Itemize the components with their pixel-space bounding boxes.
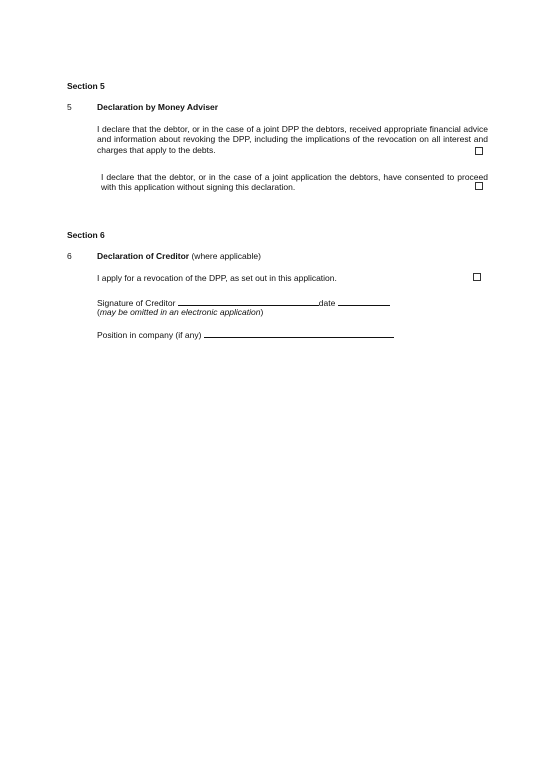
section-6-heading — [97, 251, 261, 261]
money-adviser-declaration-1: I declare that the debtor, or in the case of a joint DPP the debtors, received appropriate financial advice and information about revoking the DPP, including the implications of the revocation on all interest and charges that apply to the debts. — [97, 124, 488, 155]
section-6-heading-rest: (where applicable) — [189, 251, 261, 261]
section-6-title: Section 6 — [67, 230, 105, 240]
section-5-heading — [97, 102, 218, 112]
section-5-number: 5 — [67, 102, 72, 112]
omit-note-row — [97, 307, 263, 317]
section-6-heading-bold: Declaration of Creditor — [97, 251, 190, 261]
section-5-title: Section 5 — [67, 81, 105, 91]
omit-note-close: ) — [260, 307, 264, 317]
declaration-2-checkbox[interactable] — [475, 182, 483, 190]
signature-label: Signature of Creditor — [97, 298, 178, 308]
apply-revocation-text: I apply for a revocation of the DPP, as set out in this application. — [97, 273, 337, 283]
omit-note: may be omitted in an electronic application — [99, 307, 261, 317]
section-6-number: 6 — [67, 251, 72, 261]
section-5-heading-text: Declaration by Money Adviser — [97, 102, 219, 112]
omit-note-open: ( — [97, 307, 100, 317]
date-field[interactable] — [338, 297, 390, 306]
money-adviser-declaration-2: I declare that the debtor, or in the case of a joint application the debtors, have consented to proceed with this application without signing this declaration. — [101, 172, 488, 193]
date-label: date — [318, 298, 338, 308]
declaration-1-checkbox[interactable] — [475, 147, 483, 155]
apply-revocation-checkbox[interactable] — [473, 273, 481, 281]
position-label: Position in company (if any) — [97, 330, 204, 340]
position-field[interactable] — [204, 329, 394, 338]
position-row — [97, 329, 394, 340]
signature-field[interactable] — [178, 297, 319, 306]
